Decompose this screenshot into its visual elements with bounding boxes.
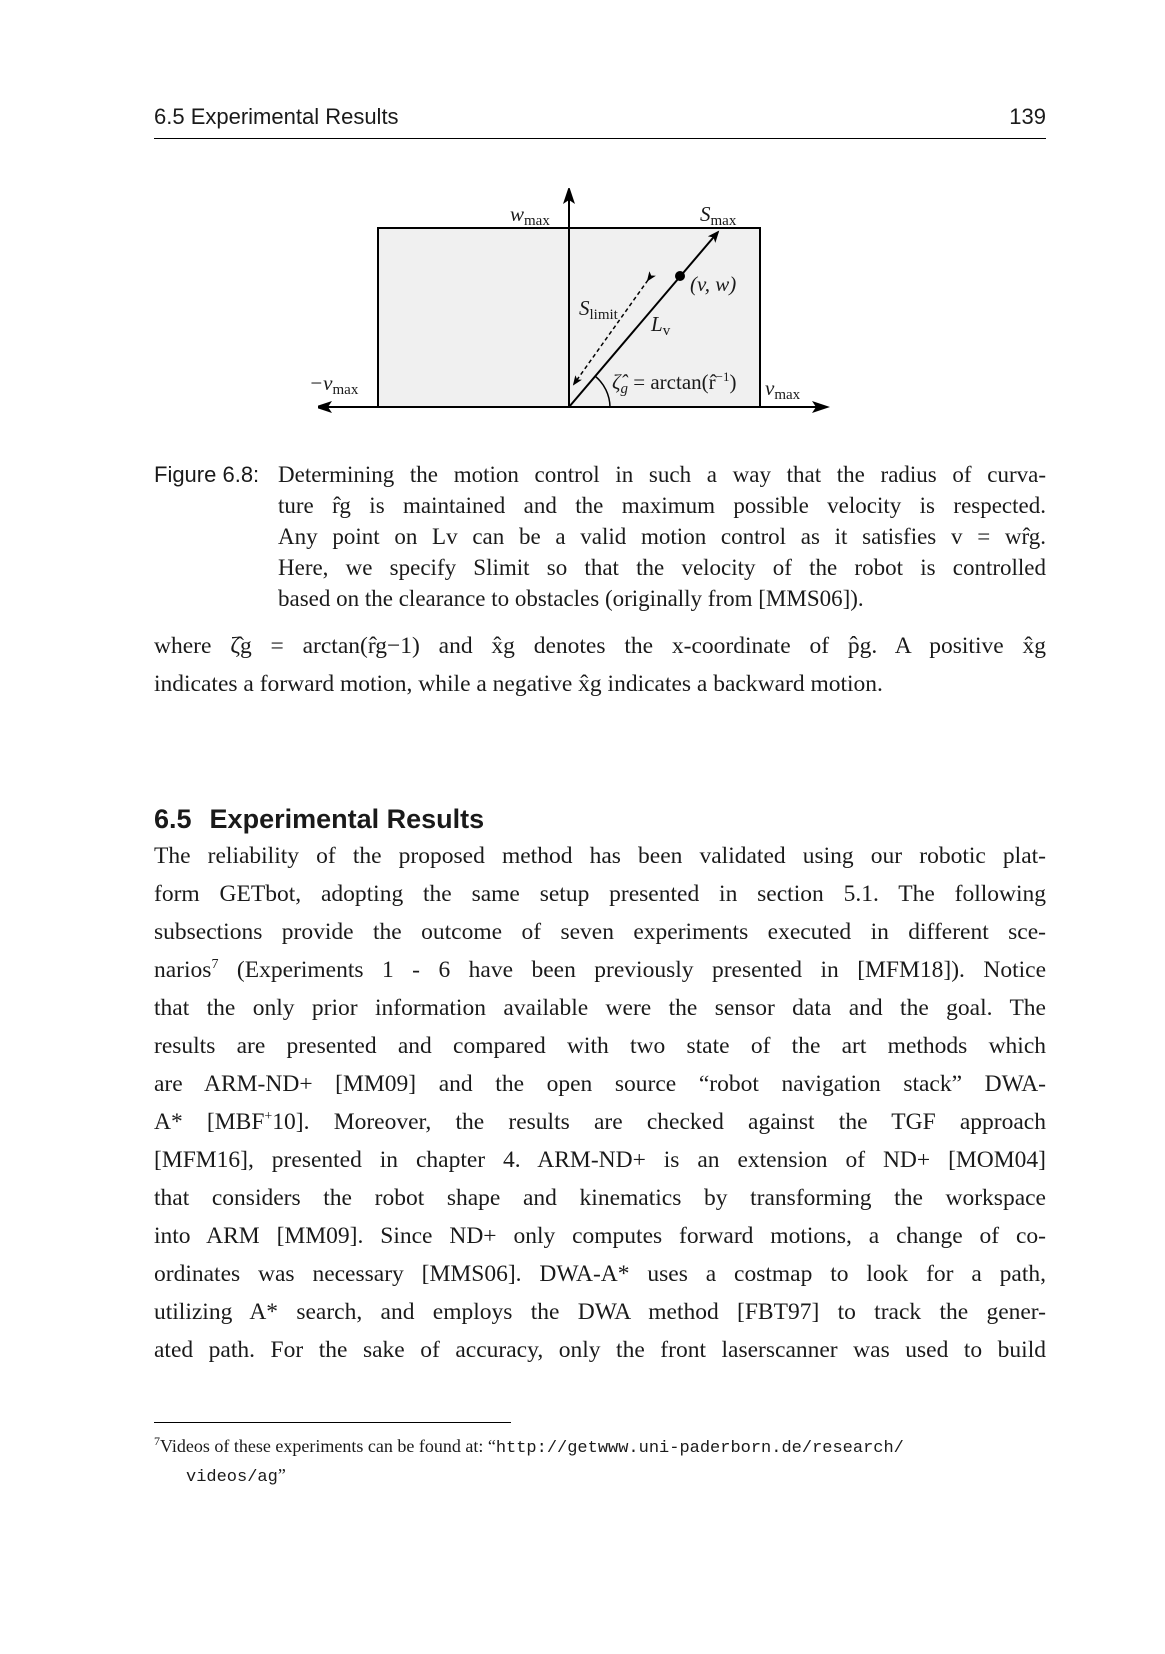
text-line: ated path. For the sake of accuracy, only the front laserscanner was used to build <box>154 1337 1046 1363</box>
figure-caption-text <box>278 459 1046 614</box>
caption-line: ture r̂g is maintained and the maximum possible velocity is respected. <box>278 493 1046 518</box>
running-header-section: 6.5 Experimental Results <box>154 104 399 129</box>
footnote-line: videos/ag” <box>186 1465 286 1487</box>
running-header <box>154 103 1046 131</box>
text-line: into ARM [MM09]. Since ND+ only computes forward motions, a change of co- <box>154 1223 1046 1249</box>
text-line: A* [MBF+10]. Moreover, the results are checked against the TGF approach <box>154 1109 1046 1135</box>
text-line: are ARM-ND+ [MM09] and the open source “robot navigation stack” DWA- <box>154 1071 1046 1097</box>
figure-caption-label: Figure 6.8: <box>154 462 260 487</box>
section-title: Experimental Results <box>209 804 485 834</box>
paragraph-where <box>154 627 1046 703</box>
text-line: form GETbot, adopting the same setup presented in section 5.1. The following <box>154 881 1046 907</box>
text-line: ordinates was necessary [MMS06]. DWA-A* uses a costmap to look for a path, <box>154 1261 1046 1287</box>
header-rule <box>154 138 1046 139</box>
text-line: that considers the robot shape and kinematics by transforming the workspace <box>154 1185 1046 1211</box>
label-w-max: $w_{max}$ <box>510 202 550 229</box>
text-line: that the only prior information available were the sensor data and the goal. The <box>154 995 1046 1021</box>
footnote-line: $^7$Videos of these experiments can be found at: “http://getwww.uni-paderborn.de/research/ <box>154 1434 904 1458</box>
footnote-rule <box>154 1422 511 1423</box>
caption-line: based on the clearance to obstacles (originally from [MMS06]). <box>278 586 864 611</box>
text-line: utilizing A* search, and employs the DWA method [FBT97] to track the gener- <box>154 1299 1046 1325</box>
text-line: indicates a forward motion, while a negative x̂g indicates a backward motion. <box>154 671 883 697</box>
text-line: The reliability of the proposed method has been validated using our robotic plat- <box>154 843 1046 869</box>
label-velocity-point: (v, w) <box>690 272 737 296</box>
footnote-reference[interactable]: 7 <box>211 957 219 972</box>
label-s-max: $S_{max}$ <box>700 202 737 229</box>
paragraph-experimental-results <box>154 837 1046 1369</box>
section-number: 6.5 <box>154 804 192 834</box>
velocity-point <box>675 271 685 281</box>
section-heading <box>154 802 484 836</box>
figure-caption <box>154 459 1046 614</box>
text-line: subsections provide the outcome of seven experiments executed in different sce- <box>154 919 1046 945</box>
label-neg-v-max: $-v_{max}$ <box>309 371 359 398</box>
label-s-limit: $S_{limit}$ <box>579 296 618 323</box>
page-number: 139 <box>1009 104 1046 129</box>
text-line: narios$^7$ (Experiments 1 - 6 have been previously presented in [MFM18]). Notice <box>154 957 1047 983</box>
text-line: results are presented and compared with two state of the art methods which <box>154 1033 1046 1059</box>
footnote <box>154 1428 1046 1491</box>
text-line: [MFM16], presented in chapter 4. ARM-ND+ is an extension of ND+ [MOM04] <box>154 1147 1046 1173</box>
figure-diagram <box>309 188 878 450</box>
footnote-url-continued[interactable]: videos/ag <box>186 1468 278 1487</box>
caption-line: Here, we specify Slimit so that the velocity of the robot is controlled <box>278 555 1046 580</box>
text-line: where ζ̂g = arctan(r̂g−1) and x̂g denotes the x-coordinate of p̂g. A positive x̂g <box>154 633 1046 659</box>
label-l-v: $L_v$ <box>651 312 671 339</box>
footnote-mark: 7 <box>154 1434 160 1448</box>
caption-line: Determining the motion control in such a way that the radius of curva- <box>278 462 1046 487</box>
label-angle-equation: $\zetâ_g$ = arctan(r̂$^{-1}$) <box>612 369 737 397</box>
label-v-max: $v_{max}$ <box>765 376 801 403</box>
footnote-url[interactable]: http://getwww.uni-paderborn.de/research/ <box>495 1439 904 1458</box>
caption-line: Any point on Lv can be a valid motion control as it satisfies v = wr̂g. <box>278 524 1046 549</box>
